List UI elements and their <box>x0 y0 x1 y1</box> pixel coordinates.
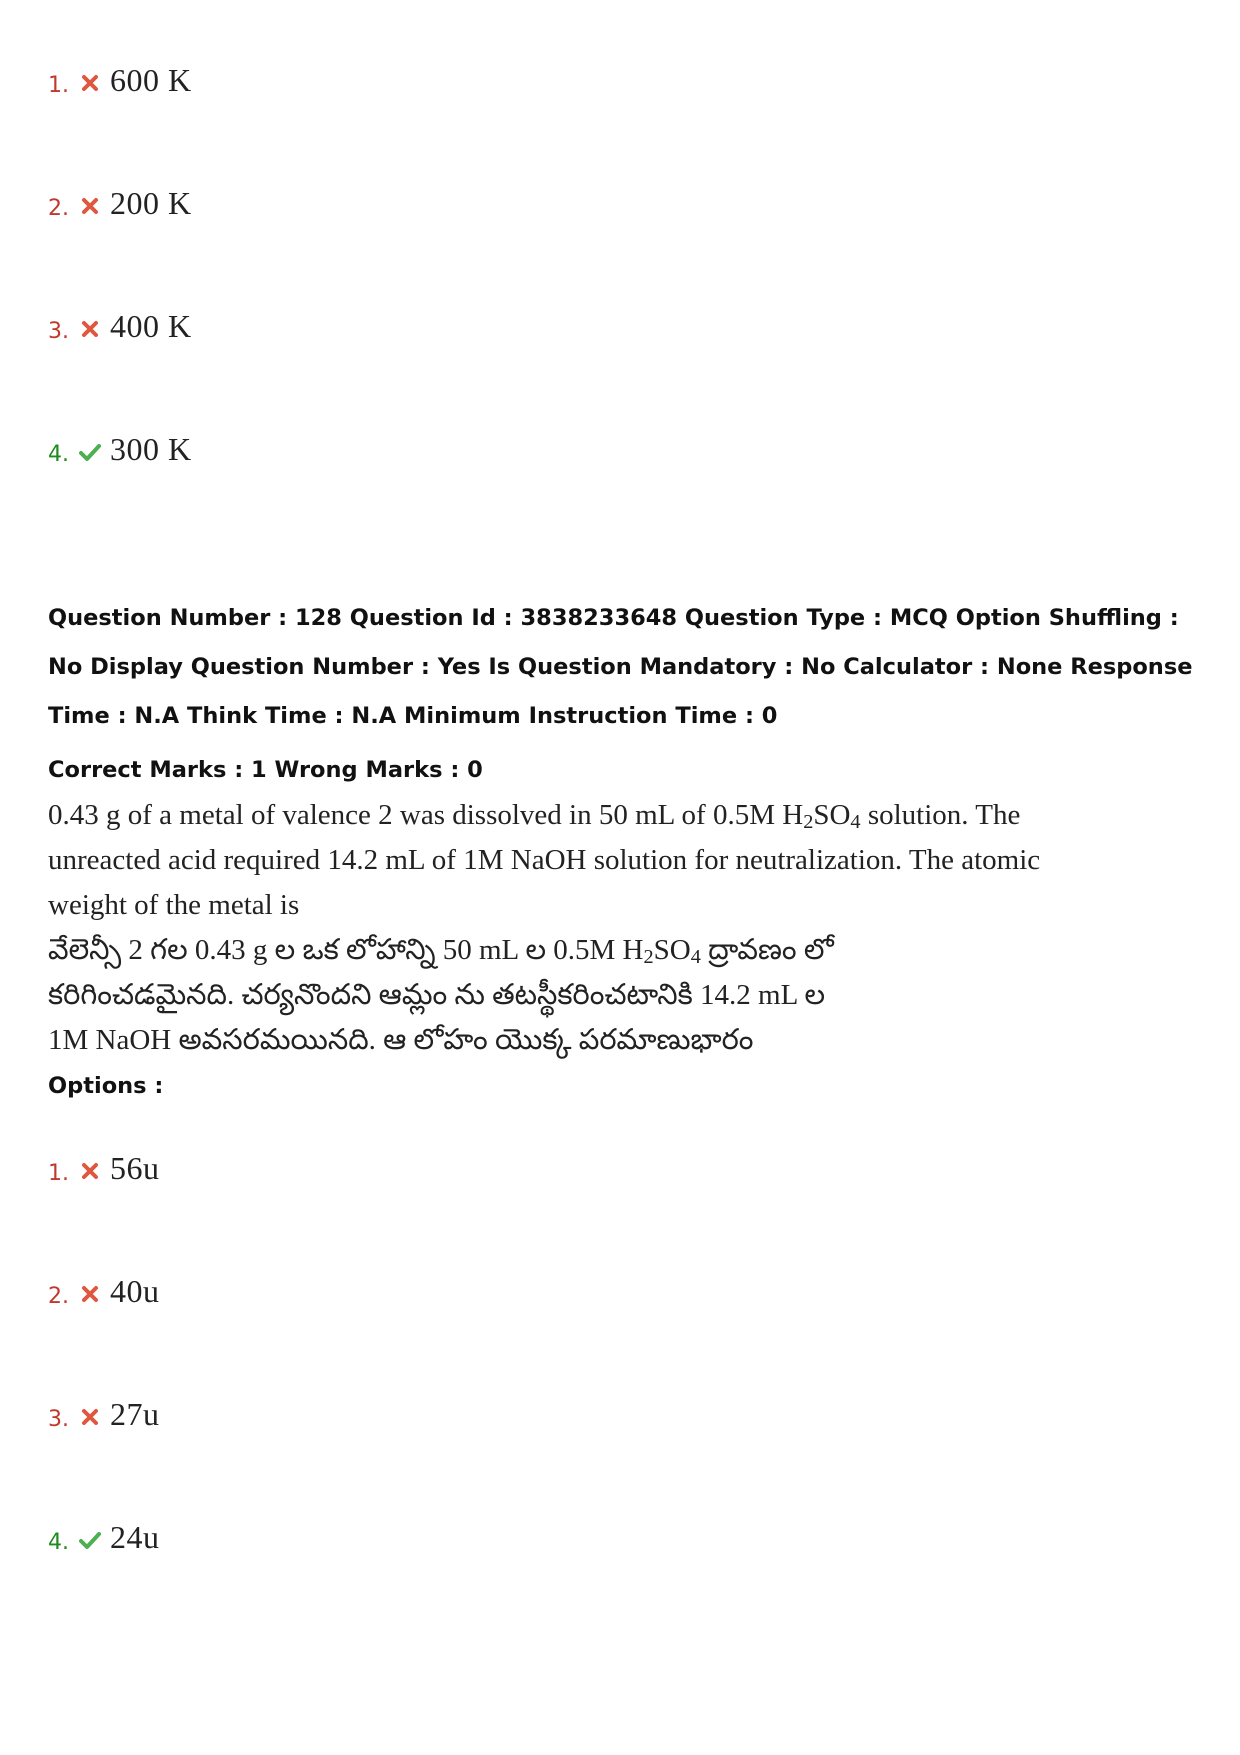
prev-option-2 <box>48 181 192 225</box>
option-text: 27u <box>110 1395 160 1432</box>
prev-option-4 <box>48 427 192 471</box>
question-english-text-1: 0.43 g of a metal of valence 2 was dissolved in 50 mL of 0.5M H <box>48 799 804 831</box>
option-number: 1. <box>48 1160 69 1186</box>
cross-icon <box>78 1405 102 1429</box>
question-english-text-2: SO <box>813 799 851 831</box>
option-number: 2. <box>48 195 69 221</box>
option-text: 24u <box>110 1518 160 1555</box>
question-marks: Correct Marks : 1 Wrong Marks : 0 <box>48 757 483 783</box>
prev-option-3 <box>48 304 192 348</box>
option-text: 40u <box>110 1272 160 1309</box>
cross-icon <box>78 1159 102 1183</box>
question-english <box>48 793 1048 928</box>
options-label: Options : <box>48 1073 164 1099</box>
cross-icon <box>78 1282 102 1306</box>
cross-icon <box>78 317 102 341</box>
cross-icon <box>78 194 102 218</box>
question-telugu <box>48 928 868 1063</box>
check-icon <box>78 440 102 464</box>
question-english-text-3: solution. The unreacted acid required 14.2 mL of 1M NaOH solution for neutralization. The atomic weight of the metal is <box>48 799 1041 921</box>
subscript: 4 <box>850 811 861 833</box>
option-number: 3. <box>48 1406 69 1432</box>
question-telugu-text-1: వేలెన్సీ 2 గల 0.43 g ల ఒక లోహాన్ని 50 mL ల 0.5M H <box>48 934 644 966</box>
option-2 <box>48 1269 160 1313</box>
question-body <box>48 793 1048 1063</box>
option-number: 2. <box>48 1283 69 1309</box>
option-3 <box>48 1392 160 1436</box>
option-4 <box>48 1515 160 1559</box>
prev-option-1 <box>48 58 192 102</box>
cross-icon <box>78 71 102 95</box>
option-text: 300 K <box>110 430 192 467</box>
question-telugu-text-2: SO <box>653 934 691 966</box>
subscript: 4 <box>690 946 701 968</box>
option-number: 1. <box>48 72 69 98</box>
option-number: 4. <box>48 1529 69 1555</box>
subscript: 2 <box>643 946 654 968</box>
option-1 <box>48 1146 160 1190</box>
option-text: 600 K <box>110 61 192 98</box>
option-text: 400 K <box>110 307 192 344</box>
option-text: 56u <box>110 1149 160 1186</box>
option-number: 3. <box>48 318 69 344</box>
option-text: 200 K <box>110 184 192 221</box>
question-meta: Question Number : 128 Question Id : 3838233648 Question Type : MCQ Option Shuffling : No Display Question Number : Yes Is Question Mandatory : No Calculator : None Response Time : N.A Think Time : N.A Minimum Instruction Time : 0 <box>48 605 1193 729</box>
question-telugu-text-3: ద్రావణం లో కరిగించడమైనది. చర్యనొందని ఆమ్లం ను తటస్థీకరించటానికి 14.2 mL ల 1M NaOH అవసరమయినది. ఆ లోహం యొక్క పరమాణుభారం <box>48 934 834 1056</box>
option-number: 4. <box>48 441 69 467</box>
subscript: 2 <box>803 811 814 833</box>
check-icon <box>78 1528 102 1552</box>
